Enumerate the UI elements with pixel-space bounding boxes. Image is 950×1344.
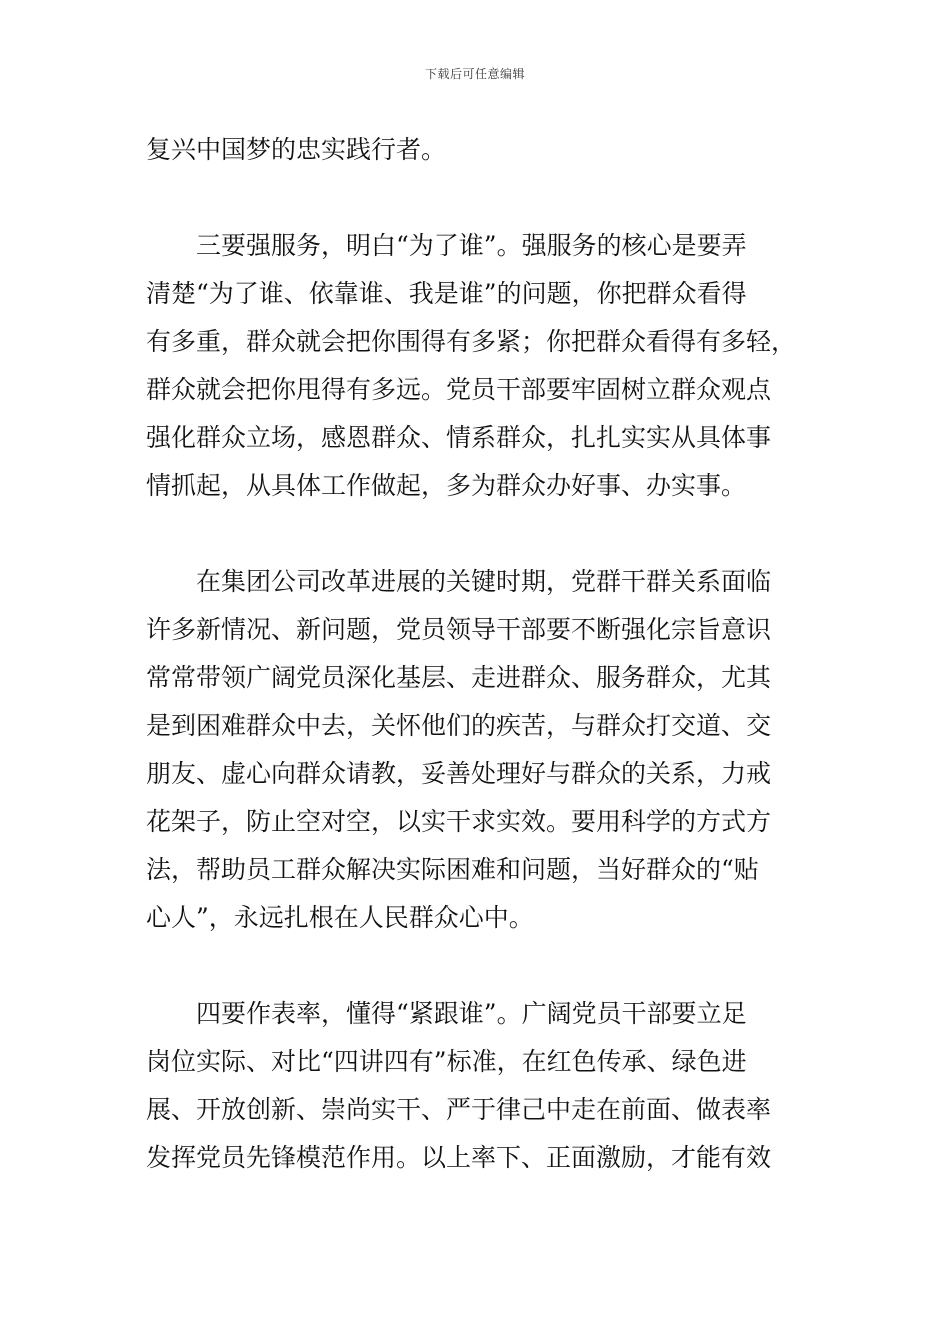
text-line: 三要强服务，明白“为了谁”。强服务的核心是要弄 [196, 231, 747, 260]
body-text [146, 126, 808, 1182]
text-line: 发挥党员先锋模范作用。以上率下、正面激励，才能有效 [146, 1143, 772, 1172]
text-line: 情抓起，从具体工作做起，多为群众办好事、办实事。 [146, 471, 747, 500]
text-line: 是到困难群众中去，关怀他们的疾苦，与群众打交道、交 [146, 711, 772, 740]
text-line: 花架子，防止空对空，以实干求实效。要用科学的方式方 [146, 807, 772, 836]
text-line: 清楚“为了谁、依靠谁、我是谁”的问题，你把群众看得 [146, 279, 747, 308]
paragraph-gap [146, 174, 808, 222]
text-line: 四要作表率，懂得“紧跟谁”。广阔党员干部要立足 [196, 999, 747, 1028]
text-line: 常常带领广阔党员深化基层、走进群众、服务群众，尤其 [146, 663, 772, 692]
text-line: 强化群众立场，感恩群众、情系群众，扎扎实实从具体事 [146, 423, 772, 452]
text-line: 有多重，群众就会把你围得有多紧；你把群众看得有多轻， [146, 327, 797, 356]
text-line: 心人”，永远扎根在人民群众心中。 [146, 903, 534, 932]
text-line: 朋友、虚心向群众请教，妥善处理好与群众的关系，力戒 [146, 759, 772, 788]
text-line: 展、开放创新、崇尚实干、严于律己中走在前面、做表率 [146, 1095, 772, 1124]
page-header: 下载后可任意编辑 [424, 67, 525, 81]
text-line: 在集团公司改革进展的关键时期，党群干群关系面临 [196, 567, 772, 596]
paragraph [146, 222, 808, 510]
paragraph [146, 990, 808, 1182]
paragraph [146, 126, 808, 174]
text-line: 许多新情况、新问题，党员领导干部要不断强化宗旨意识 [146, 615, 772, 644]
paragraph-gap [146, 510, 808, 558]
paragraph-gap [146, 942, 808, 990]
paragraph [146, 558, 808, 942]
text-line: 岗位实际、对比“四讲四有”标准，在红色传承、绿色进 [146, 1047, 747, 1076]
text-line: 群众就会把你甩得有多远。党员干部要牢固树立群众观点 [146, 375, 772, 404]
text-line: 复兴中国梦的忠实践行者。 [146, 135, 447, 164]
text-line: 法，帮助员工群众解决实际困难和问题，当好群众的“贴 [146, 855, 759, 884]
